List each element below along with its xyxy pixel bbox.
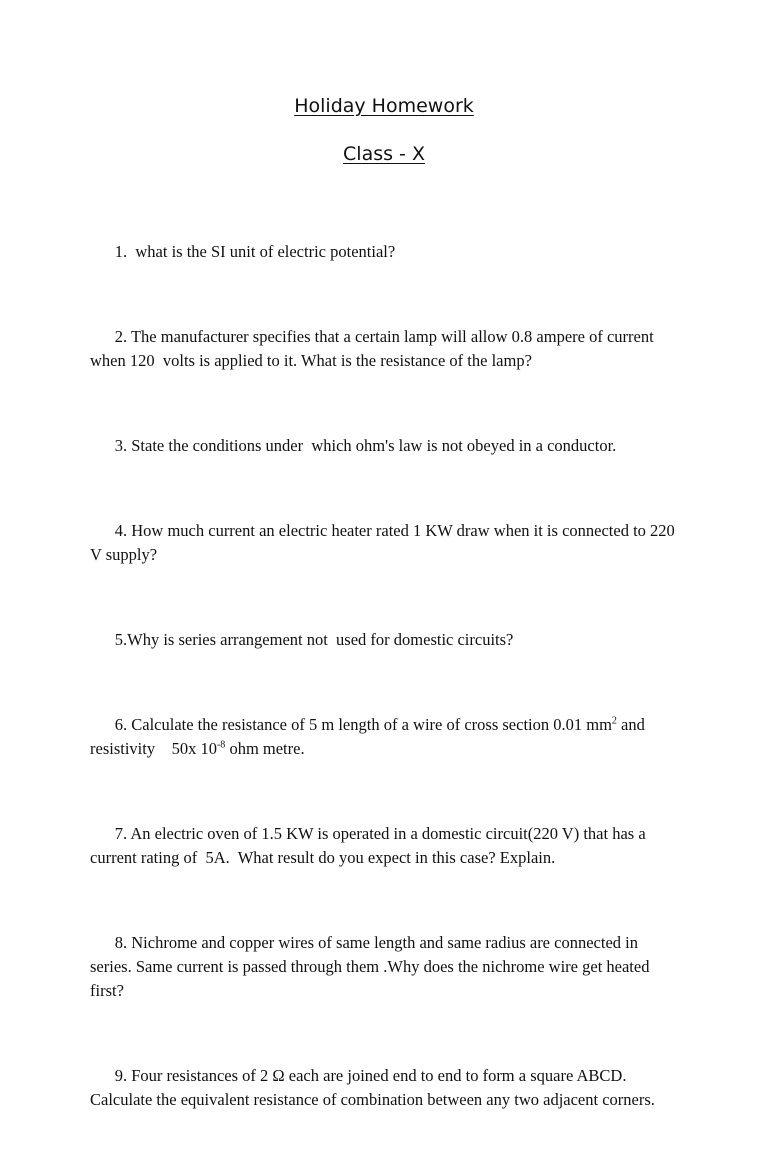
question-text: 6. Calculate the resistance of 5 m length of a wire of cross section 0.01 mm <box>114 715 612 734</box>
question-text: 4. How much current an electric heater rated 1 KW draw when it is connected to 220 V supply? <box>90 521 679 564</box>
superscript: -8 <box>216 739 226 751</box>
page-subtitle: Class - X <box>343 143 425 165</box>
question-text: 9. Four resistances of 2 Ω each are joined end to end to form a square ABCD. Calculate the equivalent resistance of combination between any two adjacent corners. <box>90 1066 655 1109</box>
question-item <box>90 1040 680 1136</box>
question-item <box>90 907 680 1027</box>
question-text: 8. Nichrome and copper wires of same length and same radius are connected in series. Same current is passed through them .Why does the nichrome wire get heated first? <box>90 933 654 1000</box>
question-text: 3. State the conditions under which ohm's law is not obeyed in a conductor. <box>114 436 617 455</box>
question-item <box>90 495 680 591</box>
superscript: 2 <box>611 715 617 727</box>
page-title: Holiday Homework <box>294 95 474 117</box>
question-list <box>90 216 680 1149</box>
question-text: 2. The manufacturer specifies that a certain lamp will allow 0.8 ampere of current when 120 volts is applied to it. What is the resistance of the lamp? <box>90 327 658 370</box>
question-item <box>90 798 680 894</box>
question-text: ohm metre. <box>225 739 305 758</box>
question-text: 7. An electric oven of 1.5 KW is operated in a domestic circuit(220 V) that has a current rating of 5A. What result do you expect in this case? Explain. <box>90 824 650 867</box>
question-item <box>90 410 680 482</box>
question-item <box>90 604 680 676</box>
question-text: and resistivity 50x 10 <box>90 715 649 758</box>
question-item <box>90 301 680 397</box>
question-text: 1. what is the SI unit of electric potential? <box>114 242 396 261</box>
question-item <box>90 689 680 785</box>
question-text: 5.Why is series arrangement not used for domestic circuits? <box>114 630 514 649</box>
question-item <box>90 216 680 288</box>
